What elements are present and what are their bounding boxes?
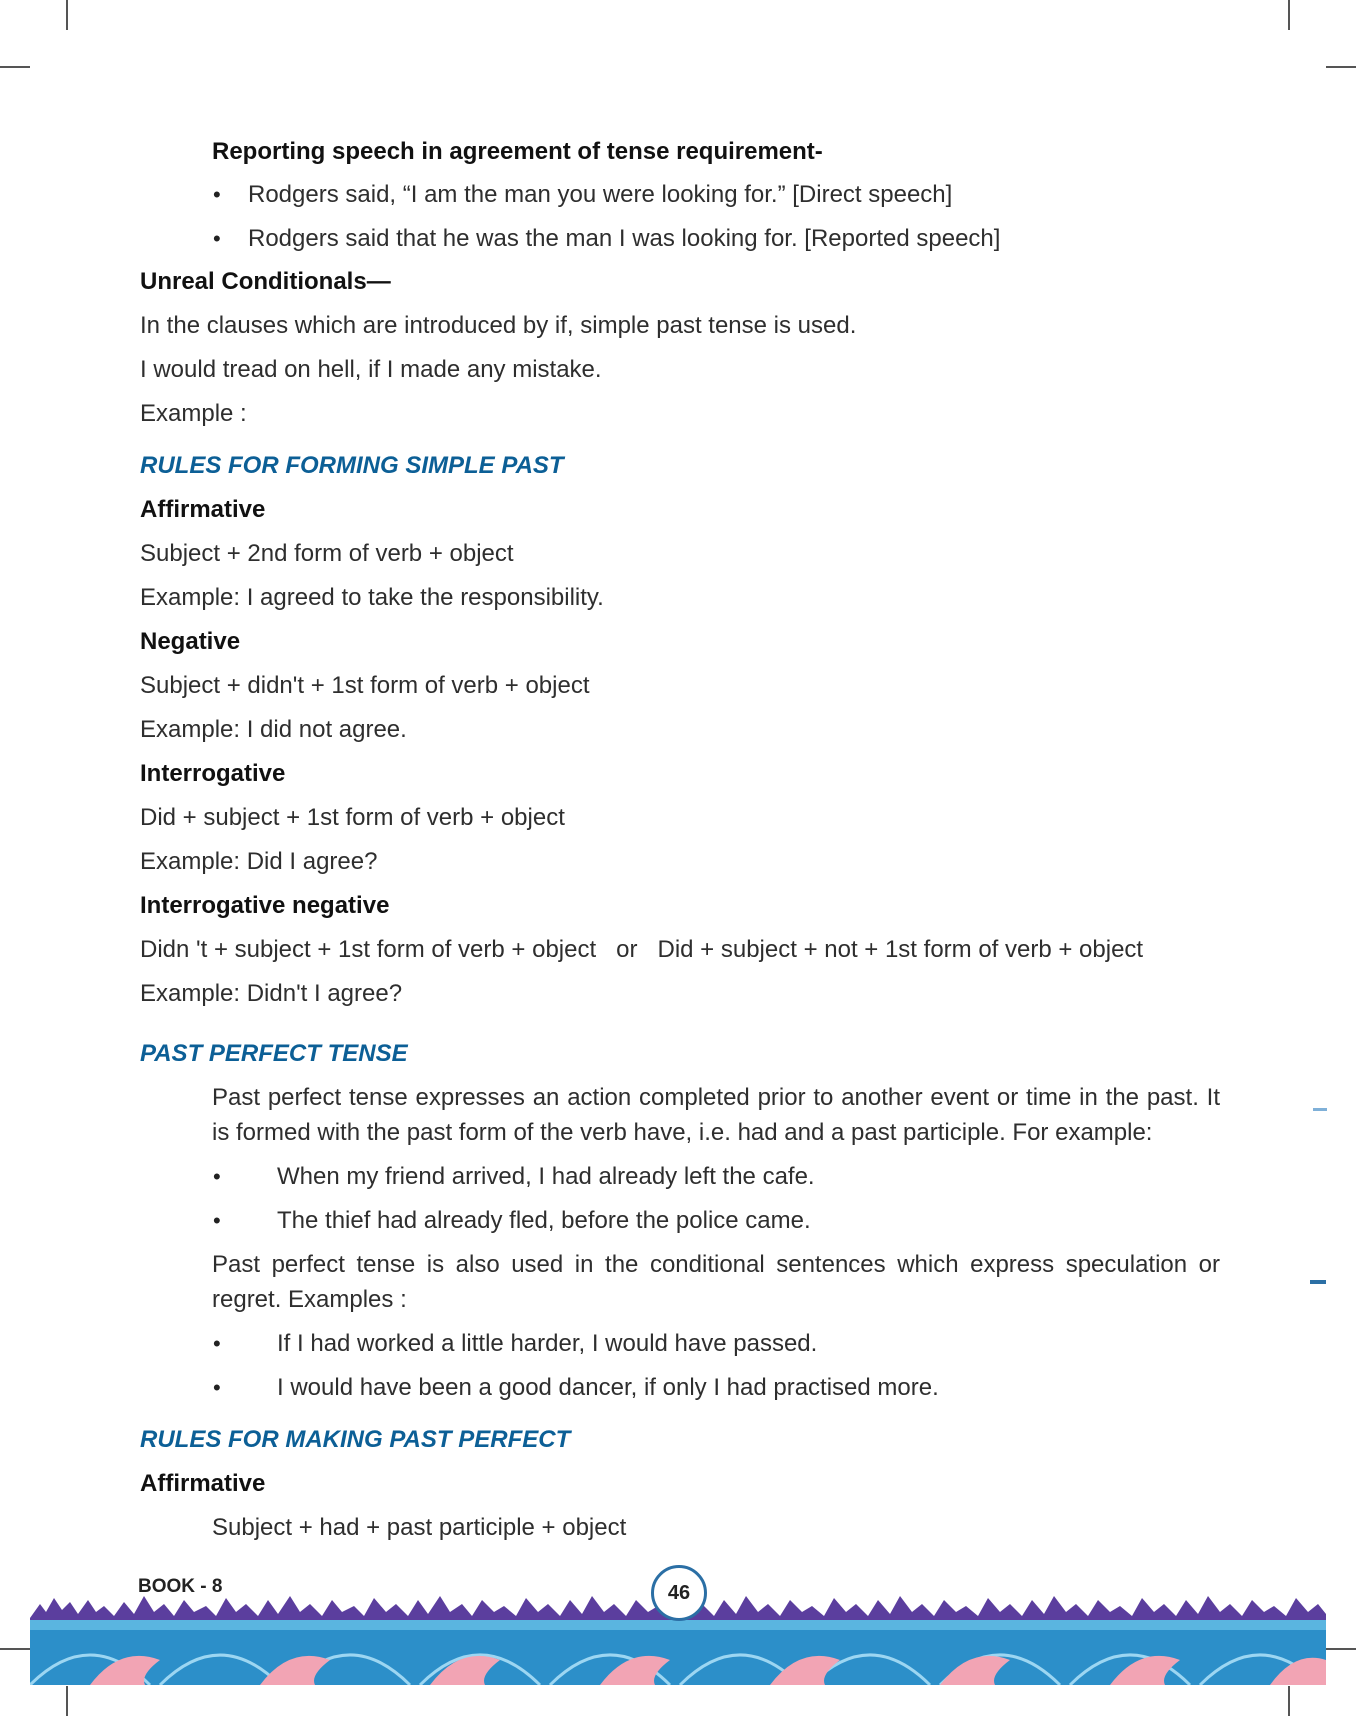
crop-mark — [1288, 1686, 1290, 1716]
page-number: 46 — [651, 1565, 707, 1621]
crop-mark — [66, 0, 68, 30]
crop-mark — [0, 66, 30, 68]
crop-mark — [1326, 66, 1356, 68]
past-perfect-conditional: Past perfect tense is also used in the conditional sentences which express speculation or regret. Examples : — [212, 1251, 1220, 1313]
bullet-dot: • — [213, 1164, 221, 1189]
bullet-dot: • — [213, 1331, 221, 1356]
unreal-line: I would tread on hell, if I made any mistake. — [140, 356, 602, 383]
simple-past-affirmative-formula: Subject + 2nd form of verb + object — [140, 540, 514, 567]
past-perfect-affirmative-label: Affirmative — [140, 1470, 266, 1497]
crop-mark — [0, 1648, 30, 1650]
past-perfect-conditional-example: I would have been a good dancer, if only I had practised more. — [277, 1374, 939, 1401]
simple-past-rules-title: RULES FOR FORMING SIMPLE PAST — [140, 452, 564, 479]
bullet-dot: • — [213, 1375, 221, 1400]
crop-mark — [1326, 1648, 1356, 1650]
simple-past-affirmative-example: Example: I agreed to take the responsibility. — [140, 584, 604, 611]
simple-past-interrogative-negative-example: Example: Didn't I agree? — [140, 980, 403, 1007]
bullet-dot: • — [213, 226, 221, 251]
past-perfect-affirmative-formula: Subject + had + past participle + object — [212, 1514, 627, 1541]
unreal-heading: Unreal Conditionals— — [140, 268, 391, 295]
past-perfect-intro: Past perfect tense expresses an action completed prior to another event or time in the past. It is formed with the past form of the verb have, i.e. had and a past participle. For example: — [212, 1084, 1220, 1146]
simple-past-interrogative-example: Example: Did I agree? — [140, 848, 378, 875]
past-perfect-rules-title: RULES FOR MAKING PAST PERFECT — [140, 1426, 571, 1453]
simple-past-negative-example: Example: I did not agree. — [140, 716, 407, 743]
simple-past-interrogative-negative-label: Interrogative negative — [140, 892, 390, 919]
crop-mark — [66, 1686, 68, 1716]
simple-past-affirmative-label: Affirmative — [140, 496, 266, 523]
past-perfect-conditional-example: If I had worked a little harder, I would have passed. — [277, 1330, 818, 1357]
simple-past-interrogative-label: Interrogative — [140, 760, 286, 787]
simple-past-negative-formula: Subject + didn't + 1st form of verb + object — [140, 672, 590, 699]
simple-past-interrogative-formula: Did + subject + 1st form of verb + object — [140, 804, 565, 831]
past-perfect-example: The thief had already fled, before the police came. — [277, 1207, 811, 1234]
reporting-bullet-direct: Rodgers said, “I am the man you were looking for.” [Direct speech] — [248, 181, 953, 208]
reporting-bullet-reported: Rodgers said that he was the man I was looking for. [Reported speech] — [248, 225, 1001, 252]
past-perfect-title: PAST PERFECT TENSE — [140, 1040, 408, 1067]
book-label: BOOK - 8 — [138, 1576, 223, 1597]
bullet-dot: • — [213, 182, 221, 207]
reporting-heading: Reporting speech in agreement of tense requirement- — [212, 138, 823, 165]
bullet-dot: • — [213, 1208, 221, 1233]
edge-mark — [1313, 1108, 1327, 1111]
simple-past-interrogative-negative-formula: Didn 't + subject + 1st form of verb + object or Did + subject + not + 1st form of verb + object — [140, 936, 1144, 963]
simple-past-negative-label: Negative — [140, 628, 241, 655]
crop-mark — [1288, 0, 1290, 30]
edge-mark — [1310, 1280, 1326, 1284]
unreal-line: In the clauses which are introduced by if, simple past tense is used. — [140, 312, 857, 339]
past-perfect-example: When my friend arrived, I had already left the cafe. — [277, 1163, 815, 1190]
unreal-line: Example : — [140, 400, 247, 427]
